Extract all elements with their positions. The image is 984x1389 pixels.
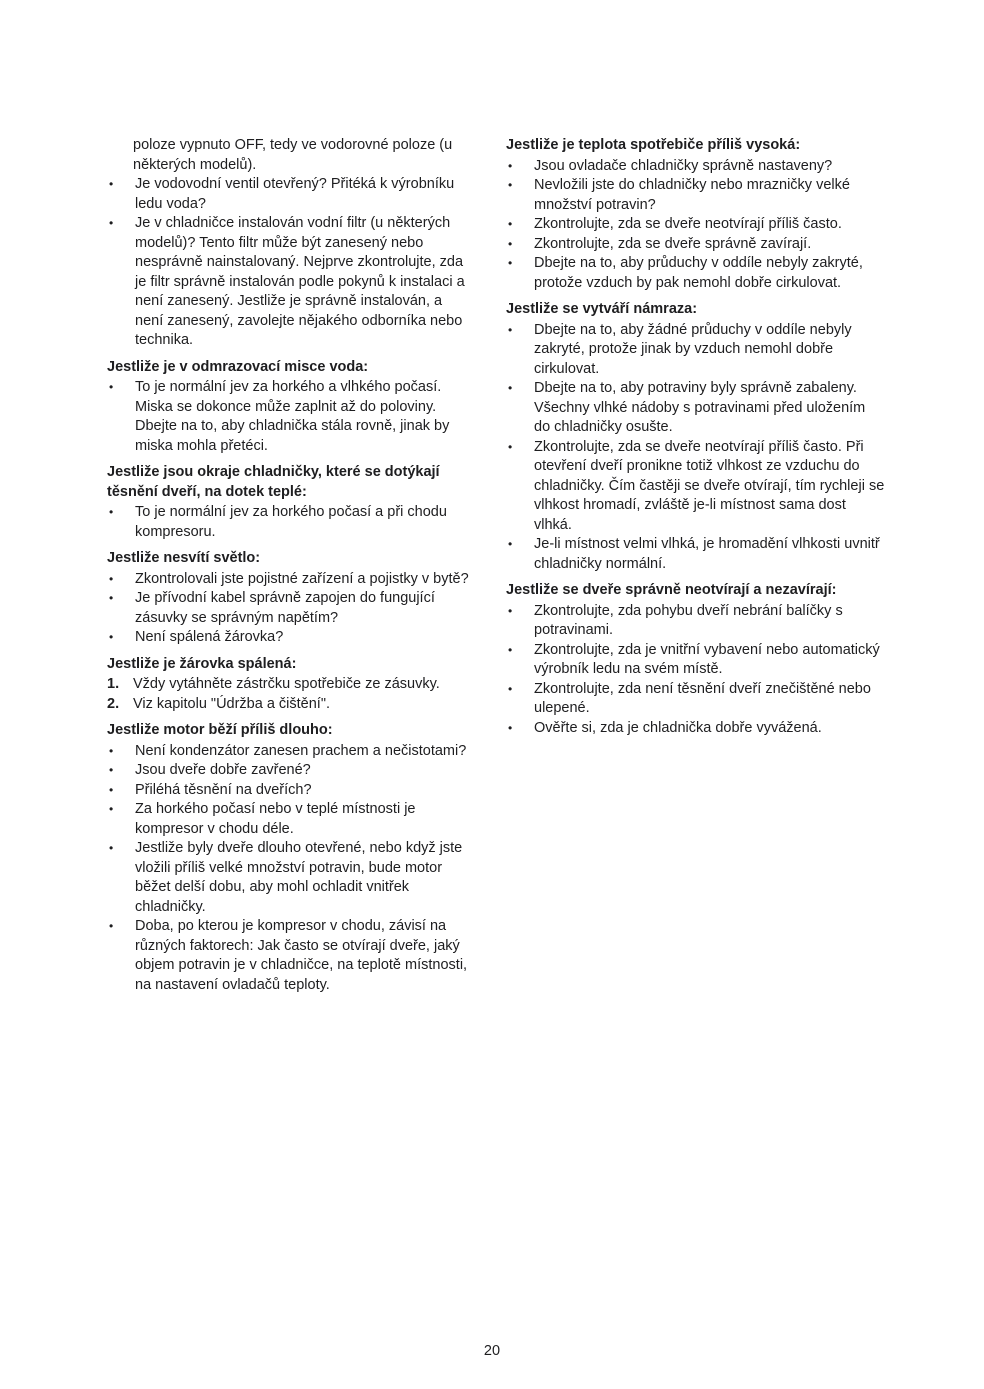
list-item [506, 641, 885, 680]
bullet-marker: • [109, 216, 114, 230]
bullet-marker: • [508, 642, 513, 657]
list-item [506, 215, 885, 235]
bullet-marker: • [508, 720, 513, 735]
list-item-text: Dbejte na to, aby potraviny byly správně zabaleny. Všechny vlhké nádoby s potravinami před uložením do chladničky osušte. [534, 380, 866, 435]
section-heading: Jestliže je v odmrazovací misce voda: [107, 358, 369, 375]
list-item-text: Je v chladničce instalován vodní filtr (u některých modelů)? Tento filtr může být zanesený nebo nesprávně nainstalovaný. Nejprve zkontrolujte, zda je filtr správně instalován podle pokynů k instalaci a není zanesený. Jestliže je správně instalován, a není zanesený, zavolejte nějakého odborníka nebo technika. [135, 215, 465, 348]
bullet-marker: • [109, 743, 114, 758]
bullet-marker: • [109, 763, 114, 777]
list-item [107, 675, 473, 695]
bullet-marker: • [508, 256, 513, 270]
list-item [107, 917, 473, 995]
number-marker: 2. [107, 695, 120, 712]
section-heading: Jestliže se dveře správně neotvírají a nezavírají: [506, 582, 837, 598]
page-content [107, 136, 885, 995]
section-heading: Jestliže je teplota spotřebiče příliš vysoká: [506, 137, 801, 153]
section-heading: Jestliže se vytváří námraza: [506, 301, 698, 317]
list-item-text: Vždy vytáhněte zástrčku spotřebiče ze zásuvky. [133, 676, 440, 692]
bullet-marker: • [109, 782, 114, 797]
list-item-text: Není spálená žárovka? [135, 629, 284, 645]
bullet-marker: • [508, 178, 513, 192]
section-heading: Jestliže jsou okraje chladničky, které se dotýkají těsnění dveří, na dotek teplé: [107, 464, 440, 500]
list-item [506, 321, 885, 380]
list-item-text: Jsou ovladače chladničky správně nastaveny? [534, 157, 833, 174]
list-item-text: Nevložili jste do chladničky nebo mrazničky velké množství potravin? [534, 177, 850, 213]
list-item [107, 800, 473, 839]
list-item-text: Za horkého počasí nebo v teplé místnosti je kompresor v chodu déle. [135, 801, 416, 837]
list-item [506, 254, 885, 293]
list-item-text: Zkontrolujte, zda se dveře neotvírají příliš často. Při otevření dveří pronikne totiž vlhkost ze vzduchu do chladničky. Čím častěji se dveře otvírají, tím rychleji se vlhkost hromadí, zvláště je-li místnost sama dost vlhká. [534, 438, 885, 533]
list-item [506, 157, 885, 177]
bullet-marker: • [109, 571, 114, 586]
bullet-marker: • [508, 322, 513, 337]
section-heading: Jestliže je žárovka spálená: [107, 655, 297, 672]
bullet-marker: • [109, 591, 114, 605]
list-item [107, 695, 473, 715]
list-item-text: Je vodovodní ventil otevřený? Přitéká k výrobníku ledu voda? [135, 176, 455, 212]
list-item-text: Zkontrolujte, zda se dveře správně zavírají. [534, 235, 812, 252]
page-number: 20 [483, 1343, 501, 1359]
list-item-text: Dbejte na to, aby žádné průduchy v oddíle nebyly zakryté, protože jinak by vzduch nemohl dobře cirkulovat. [534, 321, 852, 377]
list-item [506, 680, 885, 719]
list-item-text: Zkontrolujte, zda není těsnění dveří znečištěné nebo ulepené. [534, 680, 871, 716]
bullet-marker: • [109, 505, 114, 519]
list-item-text: Přiléhá těsnění na dveřích? [135, 781, 312, 798]
list-item [506, 379, 885, 438]
bullet-marker: • [109, 802, 114, 816]
list-item [107, 761, 473, 781]
bullet-marker: • [508, 537, 513, 551]
list-item-text: Jsou dveře dobře zavřené? [135, 762, 311, 778]
list-item-text: Je přívodní kabel správně zapojen do fungující zásuvky se správným napětím? [135, 590, 435, 626]
bullet-marker: • [508, 381, 513, 395]
list-item-text: Zkontrolujte, zda se dveře neotvírají příliš často. [534, 216, 842, 232]
list-item-text: Zkontrolovali jste pojistné zařízení a pojistky v bytě? [135, 570, 469, 587]
list-item [107, 839, 473, 917]
list-item [107, 503, 473, 542]
list-item-text: Doba, po kterou je kompresor v chodu, závisí na různých faktorech: Jak často se otvírají dveře, jaký objem potravin je v chladničce, na teplotě místnosti, na nastavení ovladačů teploty. [135, 918, 468, 993]
list-item [107, 589, 473, 628]
list-item [107, 214, 473, 351]
list-item [107, 378, 473, 456]
list-item [506, 719, 885, 739]
bullet-marker: • [508, 158, 513, 173]
number-marker: 1. [107, 676, 120, 692]
list-item [107, 570, 473, 590]
list-item-text: Zkontrolujte, zda je vnitřní vybavení nebo automatický výrobník ledu na svém místě. [534, 641, 880, 677]
right-column [506, 136, 885, 995]
list-item [506, 176, 885, 215]
bullet-marker: • [508, 236, 513, 251]
list-item-text: Je-li místnost velmi vlhká, je hromadění vlhkosti uvnitř chladničky normální. [534, 536, 880, 572]
list-item-text: Zkontrolujte, zda pohybu dveří nebrání balíčky s potravinami. [534, 602, 843, 638]
list-item-text: To je normální jev za horkého a vlhkého počasí. Miska se dokonce může zaplnit až do poloviny. Dbejte na to, aby chladnička stála rovně, jinak by miska mohla přetéci. [135, 379, 450, 454]
list-item [107, 628, 473, 648]
list-item [107, 742, 473, 762]
bullet-marker: • [508, 439, 513, 454]
section-heading: Jestliže nesvítí světlo: [107, 550, 261, 566]
list-item-text: Viz kapitolu "Údržba a čištění". [133, 695, 331, 712]
bullet-marker: • [508, 217, 513, 231]
list-item [506, 602, 885, 641]
list-item [506, 438, 885, 536]
section-heading: Jestliže motor běží příliš dlouho: [107, 722, 333, 738]
left-column [107, 136, 473, 995]
list-item [107, 175, 473, 214]
bullet-marker: • [109, 380, 114, 394]
paragraph-continuation: poloze vypnuto OFF, tedy ve vodorovné poloze (u některých modelů). [133, 137, 453, 173]
list-item-text: Jestliže byly dveře dlouho otevřené, nebo když jste vložili příliš velké množství potravin, bude motor běžet delší dobu, aby mohl ochladit vnitřek chladničky. [135, 840, 463, 915]
bullet-marker: • [109, 177, 114, 191]
bullet-marker: • [508, 603, 513, 618]
list-item-text: Není kondenzátor zanesen prachem a nečistotami? [135, 742, 467, 759]
bullet-marker: • [109, 919, 114, 933]
bullet-marker: • [109, 841, 114, 855]
list-item [107, 781, 473, 801]
list-item-text: Ověřte si, zda je chladnička dobře vyvážená. [534, 719, 822, 736]
list-item-text: Dbejte na to, aby průduchy v oddíle nebyly zakryté, protože vzduch by pak nemohl dobře cirkulovat. [534, 255, 863, 291]
list-item-text: To je normální jev za horkého počasí a při chodu kompresoru. [135, 504, 447, 540]
bullet-marker: • [109, 630, 114, 644]
list-item [506, 535, 885, 574]
bullet-marker: • [508, 681, 513, 696]
list-item [506, 235, 885, 255]
